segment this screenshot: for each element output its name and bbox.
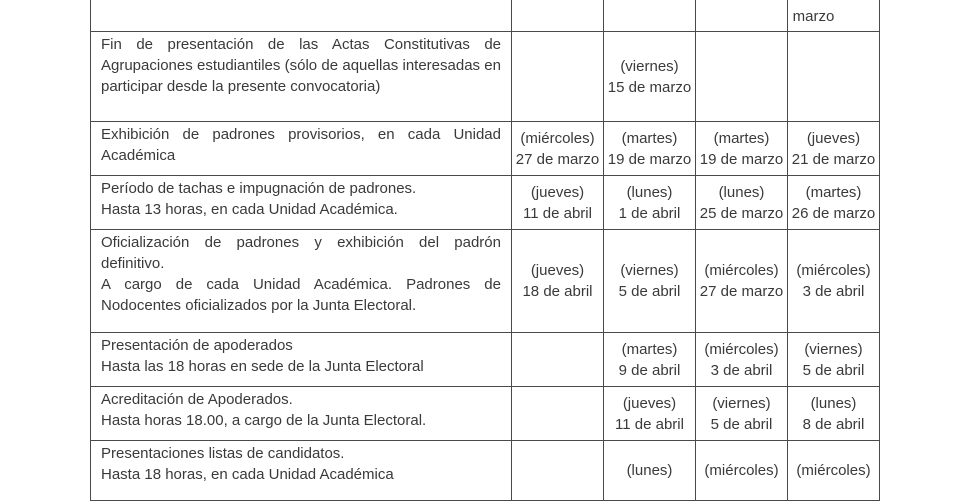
- electoral-calendar-table: [90, 0, 880, 501]
- date-label: 8 de abril: [802, 415, 865, 433]
- date-label: 5 de abril: [618, 283, 681, 300]
- activity-text: Acreditación de Apoderados.: [101, 391, 293, 408]
- date-cell: [696, 230, 788, 333]
- activity-text: Presentaciones listas de candidatos.: [101, 445, 345, 462]
- table-row: [91, 176, 880, 230]
- date-label: 26 de marzo: [791, 204, 876, 222]
- activity-text: Presentación de apoderados: [101, 337, 293, 354]
- partial-date-month: marzo: [792, 8, 835, 25]
- date-cell: [788, 387, 880, 441]
- activity-cell: [91, 441, 512, 501]
- weekday-label: (martes): [621, 340, 678, 358]
- weekday-label: (viernes): [712, 394, 771, 412]
- weekday-label: (lunes): [718, 183, 765, 201]
- date-cell: [512, 0, 604, 32]
- weekday-label: (martes): [713, 129, 770, 147]
- date-cell: [788, 176, 880, 230]
- date-label: 25 de marzo: [699, 204, 784, 222]
- date-label: 11 de abril: [615, 415, 684, 433]
- activity-cell: [91, 387, 512, 441]
- table-body: [91, 0, 880, 501]
- activity-cell: [91, 0, 512, 32]
- date-cell: [696, 176, 788, 230]
- date-cell: [604, 441, 696, 501]
- activity-cell: [91, 333, 512, 387]
- activity-cell: [91, 176, 512, 230]
- date-cell: [512, 387, 604, 441]
- date-cell: [788, 333, 880, 387]
- date-label: 5 de abril: [710, 415, 773, 433]
- date-label: 1 de abril: [618, 204, 681, 222]
- table-row: [91, 387, 880, 441]
- date-label: 21 de marzo: [791, 150, 876, 168]
- date-cell: [512, 333, 604, 387]
- date-cell: [604, 333, 696, 387]
- weekday-label: (viernes): [620, 262, 679, 279]
- table-row: [91, 230, 880, 333]
- weekday-label: (miércoles): [704, 340, 779, 358]
- date-cell: [696, 122, 788, 176]
- activity-text: Hasta 18 horas, en cada Unidad Académica: [101, 466, 394, 483]
- date-cell: [788, 32, 880, 122]
- weekday-label: (jueves): [530, 262, 585, 279]
- weekday-label: (martes): [805, 183, 862, 201]
- activity-cell: [91, 122, 512, 176]
- date-cell: [788, 441, 880, 501]
- activity-text: Oficialización de padrones y exhibición del padrón definitivo.: [101, 234, 501, 272]
- table-row: [91, 441, 880, 501]
- activity-text: Hasta 13 horas, en cada Unidad Académica.: [101, 201, 398, 218]
- date-label: 5 de abril: [802, 361, 865, 379]
- partial-date-fragment: [764, 6, 863, 27]
- date-label: 15 de marzo: [607, 78, 692, 96]
- table-row: [91, 32, 880, 122]
- weekday-label: (miércoles): [520, 129, 595, 147]
- date-label: 27 de marzo: [515, 150, 600, 168]
- date-cell: [512, 176, 604, 230]
- date-cell: [512, 122, 604, 176]
- date-cell: [696, 441, 788, 501]
- date-cell: [604, 387, 696, 441]
- activity-text: Hasta horas 18.00, a cargo de la Junta Electoral.: [101, 412, 427, 429]
- date-cell: [512, 230, 604, 333]
- date-cell: [512, 441, 604, 501]
- weekday-label: (jueves): [530, 183, 585, 201]
- weekday-label: (lunes): [626, 183, 673, 201]
- activity-text: Fin de presentación de las Actas Constitutivas de Agrupaciones estudiantiles (sólo de aquellas interesadas en participar desde la presente convocatoria): [101, 36, 501, 95]
- activity-text: Período de tachas e impugnación de padrones.: [101, 180, 417, 197]
- table-row-top-partial: [91, 0, 880, 32]
- table-row: [91, 122, 880, 176]
- weekday-label: (miércoles): [704, 262, 779, 279]
- date-cell: [512, 32, 604, 122]
- weekday-label: (miércoles): [704, 462, 779, 479]
- date-label: 9 de abril: [618, 361, 681, 379]
- weekday-label: (lunes): [626, 462, 673, 479]
- date-cell: [788, 122, 880, 176]
- date-cell: [604, 32, 696, 122]
- date-label: 19 de marzo: [699, 150, 784, 168]
- weekday-label: (jueves): [622, 394, 677, 412]
- date-cell: [604, 0, 696, 32]
- weekday-label: (viernes): [804, 340, 863, 358]
- weekday-label: (jueves): [806, 129, 861, 147]
- activity-text: Hasta las 18 horas en sede de la Junta Electoral: [101, 358, 424, 375]
- date-label: 27 de marzo: [699, 283, 784, 300]
- date-label: 19 de marzo: [607, 150, 692, 168]
- weekday-label: (miércoles): [796, 262, 871, 279]
- activity-text: Exhibición de padrones provisorios, en cada Unidad Académica: [101, 126, 501, 164]
- table-row: [91, 333, 880, 387]
- date-cell: [604, 122, 696, 176]
- weekday-label: (viernes): [620, 57, 679, 75]
- date-label: 3 de abril: [802, 283, 865, 300]
- date-cell: [696, 32, 788, 122]
- date-label: 11 de abril: [523, 204, 592, 222]
- weekday-label: (lunes): [810, 394, 857, 412]
- date-cell: [604, 176, 696, 230]
- weekday-label: (martes): [621, 129, 678, 147]
- date-cell: [788, 230, 880, 333]
- date-cell: [696, 387, 788, 441]
- activity-cell: [91, 32, 512, 122]
- activity-text: A cargo de cada Unidad Académica. Padrones de Nodocentes oficializados por la Junta Electoral.: [101, 276, 501, 314]
- date-label: 3 de abril: [710, 361, 773, 379]
- activity-cell: [91, 230, 512, 333]
- date-cell: [696, 333, 788, 387]
- weekday-label: (miércoles): [796, 462, 871, 479]
- date-cell: [604, 230, 696, 333]
- date-label: 18 de abril: [522, 283, 593, 300]
